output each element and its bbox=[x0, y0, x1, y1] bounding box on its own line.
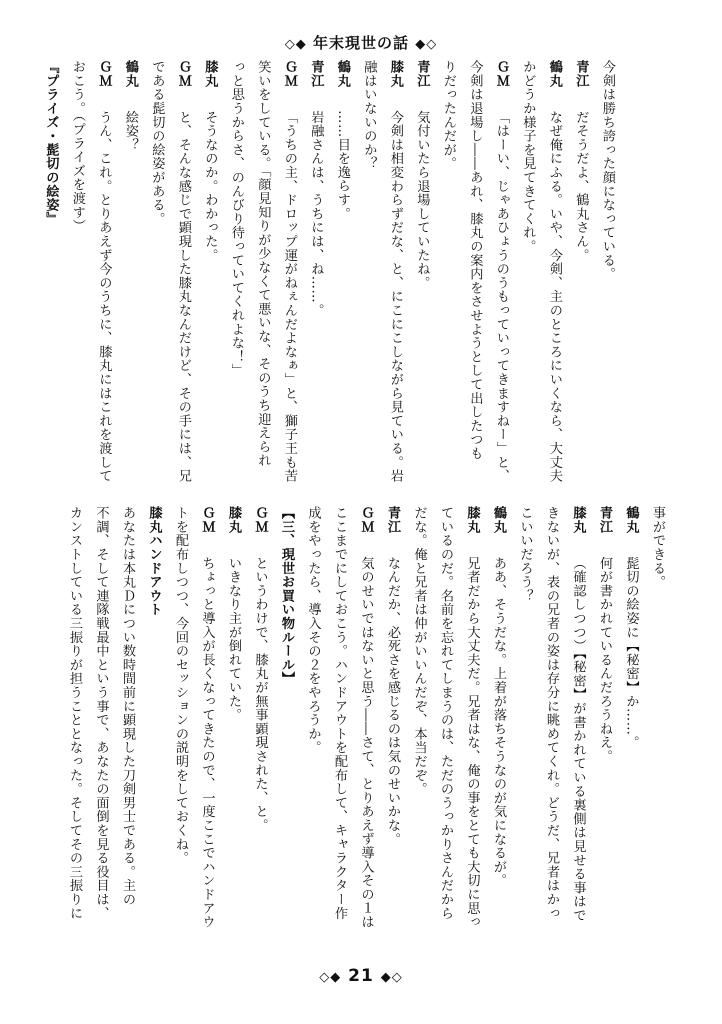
dialogue-text: っと思うからさ、のんびり待っていてくれよな！」 bbox=[228, 60, 244, 378]
dialogue-text: 兄者だから大丈夫だ。兄者はな、俺の事をとても大切に思っ bbox=[464, 556, 480, 929]
dialogue-text: うん、これ。とりあえず今のうちに、膝丸にはこれを渡して bbox=[96, 110, 112, 483]
dialogue-text: と、そんな感じで顕現した膝丸なんだけど、その手には、兄 bbox=[175, 110, 191, 483]
speaker-label: 鶴丸 bbox=[122, 60, 138, 88]
text-line bbox=[540, 60, 567, 492]
heading-text: 『プライズ・髭切の絵姿』 bbox=[43, 60, 59, 226]
text-line bbox=[458, 506, 485, 958]
text-line bbox=[275, 60, 302, 492]
text-line bbox=[538, 506, 565, 958]
text-line bbox=[408, 60, 435, 492]
speaker-label: 青江 bbox=[385, 506, 400, 534]
dialogue-text: 絵姿？ bbox=[122, 110, 138, 152]
text-line bbox=[326, 506, 353, 958]
dialogue-text: 笑いをしている。「顔見知りが少なくて悪いな、そのうち迎えられ bbox=[255, 60, 271, 468]
speaker-label: ＧＭ bbox=[175, 60, 191, 88]
speaker-label: ＧＭ bbox=[281, 60, 297, 88]
text-line bbox=[514, 60, 541, 492]
dialogue-text: 髭切の絵姿に【秘密】か……。 bbox=[623, 556, 639, 750]
dialogue-text: 今剣は退場し――あれ、膝丸の案内をさせようとして出したつも bbox=[467, 60, 483, 461]
dialogue-text: 今剣は勝ち誇った顔になっている。 bbox=[599, 60, 615, 281]
speaker-label: 鶴丸 bbox=[546, 60, 562, 88]
speaker-label: 膝丸 bbox=[202, 60, 218, 88]
text-line bbox=[220, 506, 247, 958]
text-line bbox=[485, 506, 512, 958]
heading-text: 【三、現世お買い物ルール】 bbox=[279, 506, 294, 686]
text-line bbox=[567, 60, 594, 492]
text-line bbox=[617, 506, 644, 958]
page-footer bbox=[0, 966, 722, 986]
speaker-label: 膝丸 bbox=[226, 506, 241, 534]
text-line bbox=[169, 60, 196, 492]
text-line bbox=[434, 60, 461, 492]
header-ornament-left: ◇◆ bbox=[284, 37, 307, 52]
dialogue-text: 岩融さんは、うちには、ね……。 bbox=[308, 110, 324, 318]
speaker-label: 膝丸 bbox=[464, 506, 480, 534]
text-line bbox=[644, 506, 671, 958]
dialogue-text: 「はーい、じゃあひょうのうもっていってきますねー」と、 bbox=[493, 110, 509, 483]
speaker-label: 膝丸 bbox=[570, 506, 586, 534]
upper-text-block bbox=[43, 60, 670, 492]
speaker-label: ＧＭ bbox=[199, 506, 215, 534]
dialogue-text: 「うちの主、ドロップ運がねぇんだよなぁ」と、獅子王も苦 bbox=[281, 110, 297, 483]
speaker-label: 鶴丸 bbox=[491, 506, 506, 534]
text-line bbox=[328, 60, 355, 492]
dialogue-text: いきなり主が倒れていた。 bbox=[226, 556, 241, 722]
text-line bbox=[487, 60, 514, 492]
text-line bbox=[461, 60, 488, 492]
speaker-label: ＧＭ bbox=[493, 60, 509, 88]
footer-ornament-right: ◆◇ bbox=[380, 970, 403, 985]
text-line bbox=[299, 506, 326, 958]
text-line bbox=[511, 506, 538, 958]
chapter-title: 年末現世の話 bbox=[312, 34, 409, 52]
dialogue-text: 何が書かれているんだろうねえ。 bbox=[597, 556, 612, 764]
text-line bbox=[302, 60, 329, 492]
text-line bbox=[114, 506, 141, 958]
text-line bbox=[355, 60, 382, 492]
dialogue-text: 事ができる。 bbox=[650, 506, 665, 589]
dialogue-text: なんだか、必死さを感じるのは気のせいかな。 bbox=[385, 556, 400, 846]
dialogue-text: なぜ俺にふる。いや、今剣、主のところにいくなら、大丈夫 bbox=[546, 110, 562, 483]
section-heading bbox=[140, 506, 167, 958]
text-line bbox=[87, 506, 114, 958]
speaker-label: 青江 bbox=[573, 60, 589, 88]
text-line bbox=[196, 60, 223, 492]
dialogue-text: ああ、そうだな。上着が落ちそうなのが気になるが。 bbox=[491, 556, 506, 888]
speaker-label: ＧＭ bbox=[96, 60, 112, 88]
dialogue-text: ちょっと導入が長くなってきたので、一度ここでハンドアウ bbox=[199, 556, 215, 929]
lower-text-block bbox=[52, 506, 670, 958]
text-line bbox=[167, 506, 194, 958]
speaker-label: 青江 bbox=[414, 60, 430, 88]
running-header bbox=[0, 32, 722, 53]
dialogue-text: （確認しつつ）【秘密】が書かれている裏側は見せる事はで bbox=[570, 556, 586, 923]
text-line bbox=[352, 506, 379, 958]
text-line bbox=[116, 60, 143, 492]
dialogue-text: だな。俺と兄者は仲がいいんだぞ、本当だぞ。 bbox=[411, 506, 427, 796]
dialogue-text: ているのだ。名前を忘れてしまうのは、ただのうっかりさんだから bbox=[438, 506, 453, 920]
speaker-label: 鶴丸 bbox=[623, 506, 639, 534]
dialogue-text: 不調、そして連隊戦最中という事で、あなたの面倒を見る役目は、 bbox=[93, 506, 109, 920]
text-line bbox=[564, 506, 591, 958]
text-line bbox=[61, 506, 88, 958]
dialogue-text: きないが、表の兄者の姿は存分に眺めてくれ。どうだ、兄者はかっ bbox=[544, 506, 559, 920]
text-line bbox=[246, 506, 273, 958]
dialogue-text: トを配布しつつ、今回のセッションの説明をしておくね。 bbox=[173, 506, 188, 865]
text-line bbox=[0, 60, 37, 492]
speaker-label: 青江 bbox=[308, 60, 324, 88]
dialogue-text: こいいだろう？ bbox=[517, 506, 533, 603]
dialogue-text: ここまでにしておこう。ハンドアウトを配布して、キャラクター作 bbox=[332, 506, 347, 920]
section-heading bbox=[273, 506, 300, 958]
dialogue-text: である髭切の絵姿がある。 bbox=[149, 60, 165, 226]
speaker-label: ＧＭ bbox=[358, 506, 374, 534]
text-line bbox=[143, 60, 170, 492]
dialogue-text: かどうか様子を見てきてくれ。 bbox=[520, 60, 536, 254]
dialogue-text: あなたは本丸Ｄについ数時間前に顕現した刀剣男士である。主の bbox=[120, 506, 135, 907]
speaker-label: 青江 bbox=[597, 506, 612, 534]
text-line bbox=[593, 60, 670, 492]
text-line bbox=[381, 60, 408, 492]
text-line bbox=[90, 60, 117, 492]
text-line bbox=[405, 506, 432, 958]
dialogue-text: おこう。（プライズを渡す） bbox=[69, 60, 85, 233]
text-line bbox=[379, 506, 406, 958]
dialogue-text: というわけで、膝丸が無事顕現された、と。 bbox=[252, 556, 268, 833]
text-line bbox=[432, 506, 459, 958]
speaker-label: 鶴丸 bbox=[334, 60, 350, 88]
dialogue-text: 気のせいではないと思う――さて、とりあえず導入その１は bbox=[358, 556, 374, 929]
text-line bbox=[591, 506, 618, 958]
dialogue-text: ……目を逸らす。 bbox=[334, 110, 350, 221]
dialogue-text: 融はいないのか？ bbox=[361, 60, 377, 171]
text-line bbox=[222, 60, 249, 492]
text-line bbox=[193, 506, 220, 958]
dialogue-text: 気付いたら退場していたね。 bbox=[414, 110, 430, 290]
footer-ornament-left: ◇◆ bbox=[319, 970, 342, 985]
text-line bbox=[63, 60, 90, 492]
speaker-label: 膝丸 bbox=[387, 60, 403, 88]
dialogue-text: だそうだよ、鶴丸さん。 bbox=[573, 110, 589, 262]
heading-text: 膝丸ハンドアウト bbox=[146, 506, 162, 617]
dialogue-text: りだったんだが。 bbox=[440, 60, 456, 171]
page-number: 21 bbox=[348, 966, 374, 986]
header-ornament-right: ◆◇ bbox=[415, 37, 438, 52]
section-heading bbox=[37, 60, 64, 492]
speaker-label: ＧＭ bbox=[252, 506, 268, 534]
dialogue-text: 成をやったら、導入その２をやろうか。 bbox=[305, 506, 321, 755]
dialogue-text: そうなのか。わかった。 bbox=[202, 110, 218, 262]
dialogue-text: 今剣は相変わらずだな、と、にこにこしながら見ている。岩 bbox=[387, 110, 403, 483]
text-line bbox=[249, 60, 276, 492]
dialogue-text: カンストしている三振りが担うこととなった。そしてその三振りに bbox=[67, 506, 82, 920]
